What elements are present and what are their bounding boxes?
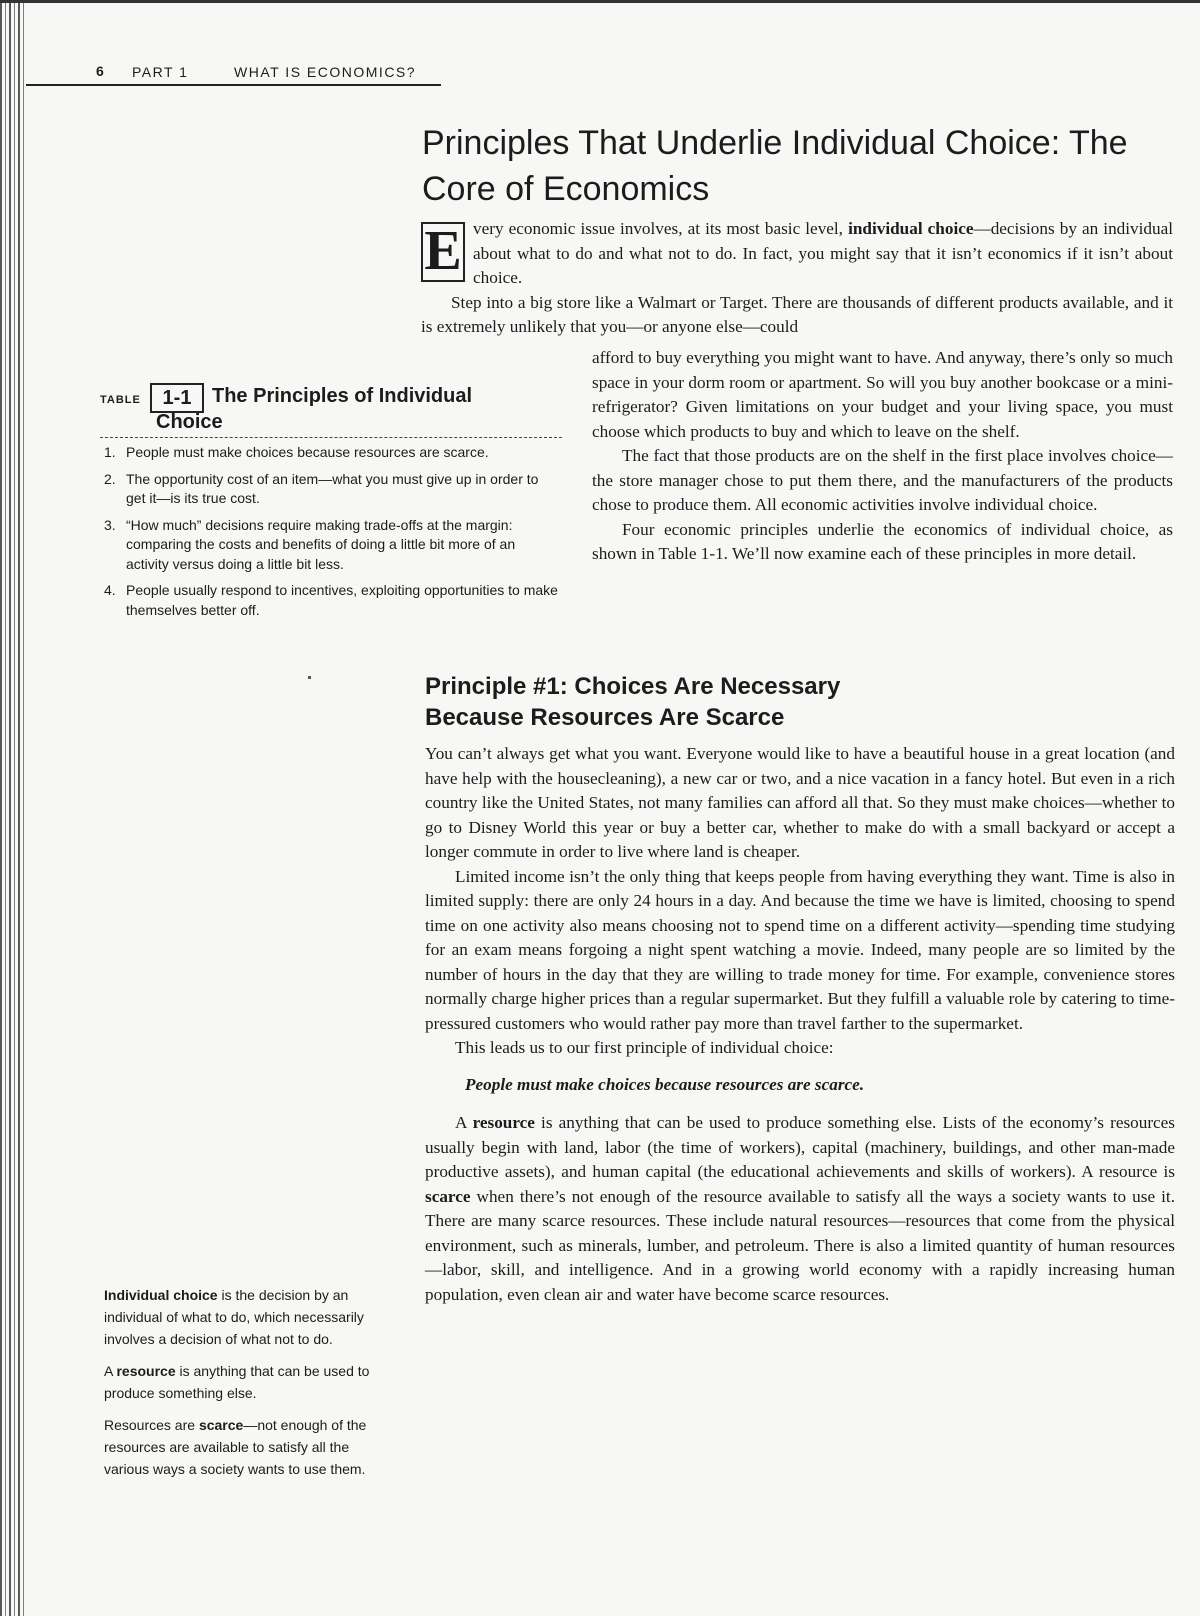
section-heading [425, 671, 1175, 733]
section-heading-line-2: Because Resources Are Scarce [425, 704, 785, 731]
table-title-line-1: The Principles of Individual [212, 385, 473, 407]
page-number: 6 [96, 63, 106, 79]
principles-list [100, 443, 560, 627]
table-title-line-2: Choice [156, 411, 223, 433]
glossary-prefix: A [104, 1363, 117, 1379]
term-scarce: scarce [425, 1186, 471, 1206]
section-paragraph-1: You can’t always get what you want. Everyone would like to have a beautiful house in a great location (and have help with the housecleaning), a new car or two, and a nice vacation in a fancy hotel. But even in a rich country like the United States, not many families can afford all that. So they must make choices—whether to go to Disney World this year or buy a better car, whether to make do with a small backyard or accept a longer commute in order to live where land is cheaper. [425, 744, 1175, 861]
list-item-text: The opportunity cost of an item—what you must give up in order to get it—is its true cost. [126, 470, 539, 506]
list-item-text: People usually respond to incentives, exploiting opportunities to make themselves better off. [126, 582, 558, 618]
list-item [100, 443, 560, 463]
chapter-section-title: Principles That Underlie Individual Choice: The Core of Economics [422, 124, 1128, 208]
list-item [100, 470, 560, 509]
glossary-definition: is the decision by an individual of what to do, which necessarily involves a decision of what not to do. [104, 1287, 364, 1347]
term-resource: resource [472, 1113, 535, 1132]
section-paragraph-4 [425, 1111, 1175, 1307]
section-body [425, 742, 1175, 1307]
drop-cap: E [421, 222, 465, 282]
glossary-note-scarce [104, 1414, 394, 1480]
intro-paragraph-1 [421, 217, 1173, 291]
glossary-note-individual-choice [104, 1284, 394, 1350]
list-item [100, 581, 560, 620]
intro-text [421, 217, 1173, 340]
section-heading-line-1: Principle #1: Choices Are Necessary [425, 673, 841, 700]
glossary-note-resource [104, 1360, 394, 1404]
margin-glossary [104, 1284, 394, 1490]
intro-p1-text-a: very economic issue involves, at its most basic level, [473, 219, 849, 238]
list-item-number: 3. [104, 516, 116, 533]
glossary-term: resource [116, 1363, 176, 1379]
intro-text-continued [592, 346, 1173, 567]
term-individual-choice: individual choice [848, 219, 974, 238]
intro-paragraph-2-end: afford to buy everything you might want to have. And anyway, there’s only so much space in your dorm room or apartment. So will you buy another bookcase or a mini-refrigerator? Given limitations on your budget and your living space, you must choose which products to buy and which to leave on the shelf. [592, 348, 1173, 441]
p4-text-a: A [455, 1113, 473, 1132]
list-item-text: “How much” decisions require making trade-offs at the margin: comparing the costs and benefits of doing a little bit more of an activity versus doing a little bit less. [126, 516, 516, 572]
p4-text-b: is anything that can be used to produce something else. Lists of the economy’s resources usually begin with land, labor (the time of workers), capital (machinery, buildings, and other man-made productive assets), and human capital (the educational achievements and skills of workers). A resource is [425, 1113, 1176, 1181]
intro-paragraph-4: Four economic principles underlie the economics of individual choice, as shown in Table 1-1. We’ll now examine each of these principles in more detail. [592, 519, 1173, 563]
table-label: TABLE [100, 394, 141, 406]
table-number: 1-1 [150, 383, 204, 413]
scan-speck [308, 676, 311, 679]
p4-text-c: when there’s not enough of the resource available to satisfy all the ways a society wants to use it. There are many scarce resources. These include natural resources—resources that come from the physical environment, such as minerals, lumber, and petroleum. There is also a limited quantity of human resources—labor, skill, and intelligence. And in a growing world economy with a rapidly increasing human population, even clean air and water have become scarce resources. [425, 1186, 1175, 1304]
glossary-prefix: Resources are [104, 1417, 199, 1433]
table-rule [100, 437, 562, 438]
book-binding-edge [0, 0, 26, 1616]
list-item-number: 1. [104, 444, 116, 460]
top-edge-line [0, 0, 1200, 3]
table-header [100, 381, 570, 435]
intro-paragraph-3: The fact that those products are on the shelf in the first place involves choice—the store manager chose to put them there, and the manufacturers of the products chose to produce them. All economic activities involve individual choice. [592, 446, 1173, 514]
glossary-definition: is anything that can be used to produce something else. [104, 1363, 370, 1401]
list-item-number: 2. [104, 470, 116, 487]
part-label: PART 1 [132, 64, 189, 80]
table-1-1 [100, 381, 570, 618]
intro-p1-text-b: —decisions by an individual about what to do and what not to do. In fact, you might say that it isn’t economics if it isn’t about choice. [473, 219, 1174, 287]
glossary-term: Individual choice [104, 1287, 218, 1303]
glossary-term: scarce [198, 1417, 244, 1433]
list-item-text: People must make choices because resources are scarce. [126, 444, 489, 460]
list-item [100, 516, 560, 575]
list-item-number: 4. [104, 582, 116, 598]
section-paragraph-2: Limited income isn’t the only thing that keeps people from having everything they want. Time is also in limited supply: there are only 24 hours in a day. And because the time we have is limited, choosing to spend time on one activity also means choosing not to spend time on a different activity—spending time studying for an exam means forgoing a night spent watching a movie. Indeed, many people are so limited by the number of hours in the day that they are willing to trade money for time. For example, convenience stores normally charge higher prices than a regular supermarket. But they fulfill a valuable role by catering to time-pressured customers who would rather pay more than travel farther to the supermarket. [425, 866, 1175, 1033]
running-head [26, 62, 441, 86]
intro-paragraph-2-start: Step into a big store like a Walmart or Target. There are thousands of different products available, and it is extremely unlikely that you—or anyone else—could [421, 292, 1173, 336]
principle-statement: People must make choices because resources are scarce. [465, 1074, 865, 1094]
section-label: WHAT IS ECONOMICS? [234, 64, 417, 80]
glossary-definition: —not enough of the resources are available to satisfy all the various ways a society wants to use them. [104, 1417, 367, 1477]
section-paragraph-3: This leads us to our first principle of individual choice: [455, 1038, 834, 1057]
